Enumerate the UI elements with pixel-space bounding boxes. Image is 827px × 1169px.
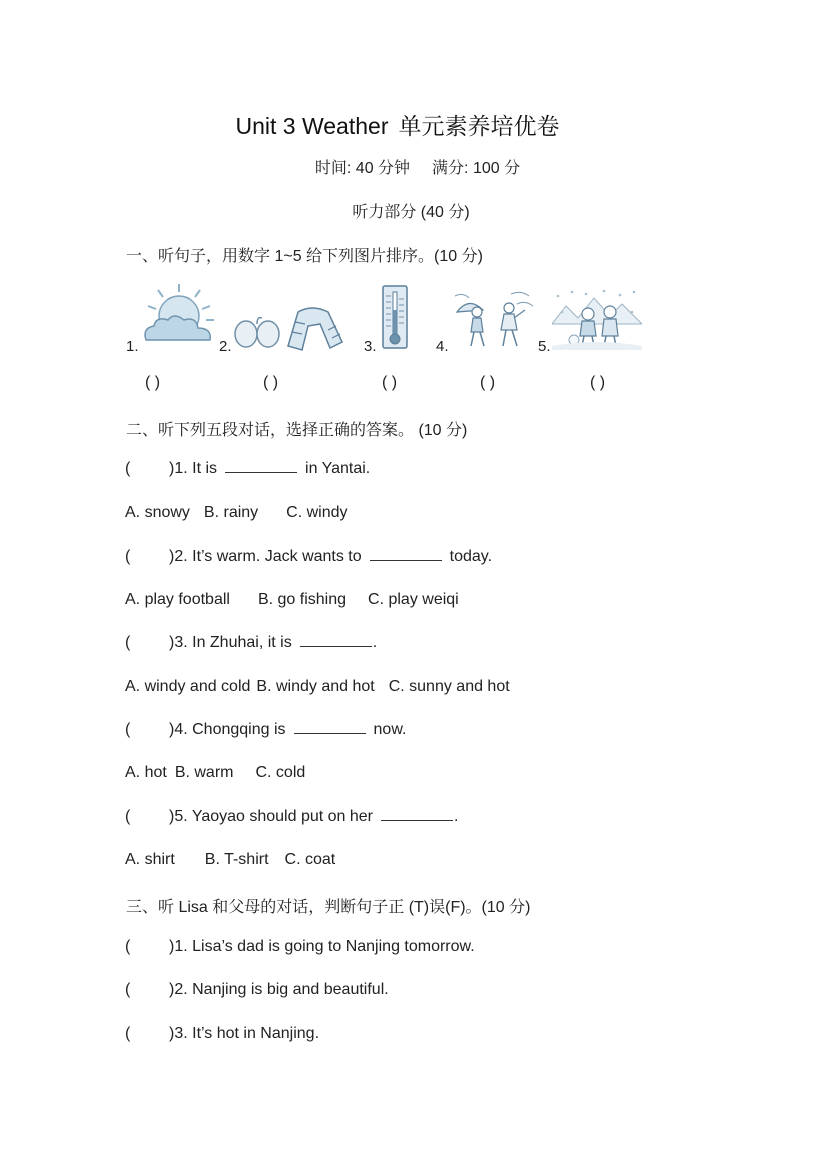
option-a: A. play football [125,591,230,608]
fill-blank[interactable] [294,732,366,734]
answer-bracket[interactable]: ( [125,981,131,998]
page-title [0,108,795,141]
pic-label-2: 2. [219,338,232,355]
answer-bracket[interactable]: ( [125,808,131,825]
pic-label-1: 1. [126,338,139,355]
judgement-item-1: ( )1. Lisa’s dad is going to Nanjing tomorrow. [125,938,475,955]
answer-bracket[interactable]: ( [125,721,131,738]
option-c: C. sunny and hot [388,678,510,695]
judgement-item-3: ( )3. It’s hot in Nanjing. [125,1025,320,1042]
title-cn: 单元素养培优卷 [398,114,560,140]
option-c: C. coat [284,851,336,868]
option-b: B. windy and hot [256,678,375,695]
full-score: 满分: 100 分 [432,160,521,177]
thermometer-icon [380,284,410,350]
options-2-3 [125,678,510,696]
option-c: C. cold [255,764,306,781]
pic-label-4: 4. [436,338,449,355]
question-2-2: ( )2. It’s warm. Jack wants to today. [125,548,493,565]
options-2-2 [125,591,459,609]
option-b: B. go fishing [257,591,347,608]
answer-bracket-3[interactable]: ( ) [382,374,398,391]
answer-bracket-2[interactable]: ( ) [263,374,279,391]
fill-blank[interactable] [381,819,453,821]
pic-label-5: 5. [538,338,551,355]
time-limit: 时间: 40 分钟 [314,160,411,177]
snowy-children-icon [552,288,642,350]
pic-label-3: 3. [364,338,377,355]
section3-heading: 三、听 Lisa 和父母的对话，判断句子正 (T)误(F)。(10 分) [126,899,531,916]
sun-cloud-icon [138,282,220,352]
options-2-4 [125,764,305,782]
option-c: C. windy [286,504,348,521]
mittens-scarf-icon [232,302,344,352]
option-b: B. rainy [203,504,259,521]
exam-meta [0,155,827,178]
answer-bracket[interactable]: ( [125,938,131,955]
windy-children-icon [451,290,535,350]
question-2-5: ( )5. Yaoyao should put on her . [125,808,459,825]
answer-bracket[interactable]: ( [125,548,131,565]
option-c: C. play weiqi [368,591,459,608]
answer-bracket-5[interactable]: ( ) [590,374,606,391]
options-2-1 [125,504,348,522]
options-2-5 [125,851,335,869]
option-a: A. windy and cold [125,678,251,695]
answer-bracket[interactable]: ( [125,634,131,651]
part-heading: 听力部分 (40 分) [352,204,470,221]
fill-blank[interactable] [370,559,442,561]
judgement-item-2: ( )2. Nanjing is big and beautiful. [125,981,389,998]
answer-bracket-4[interactable]: ( ) [480,374,496,391]
answer-bracket[interactable]: ( [125,460,131,477]
option-b: B. warm [174,764,234,781]
fill-blank[interactable] [300,645,372,647]
question-2-4: ( )4. Chongqing is now. [125,721,407,738]
title-en: Unit 3 Weather [235,113,389,139]
option-b: B. T-shirt [204,851,269,868]
question-2-1: ( )1. It is in Yantai. [125,460,371,477]
answer-bracket[interactable]: ( [125,1025,131,1042]
section1-heading: 一、听句子，用数字 1~5 给下列图片排序。(10 分) [126,248,483,265]
option-a: A. shirt [125,851,175,868]
section2-heading: 二、听下列五段对话，选择正确的答案。 (10 分) [126,422,468,439]
option-a: A. snowy [125,504,190,521]
fill-blank[interactable] [225,471,297,473]
option-a: A. hot [125,764,167,781]
answer-bracket-1[interactable]: ( ) [145,374,161,391]
question-2-3: ( )3. In Zhuhai, it is . [125,634,378,651]
